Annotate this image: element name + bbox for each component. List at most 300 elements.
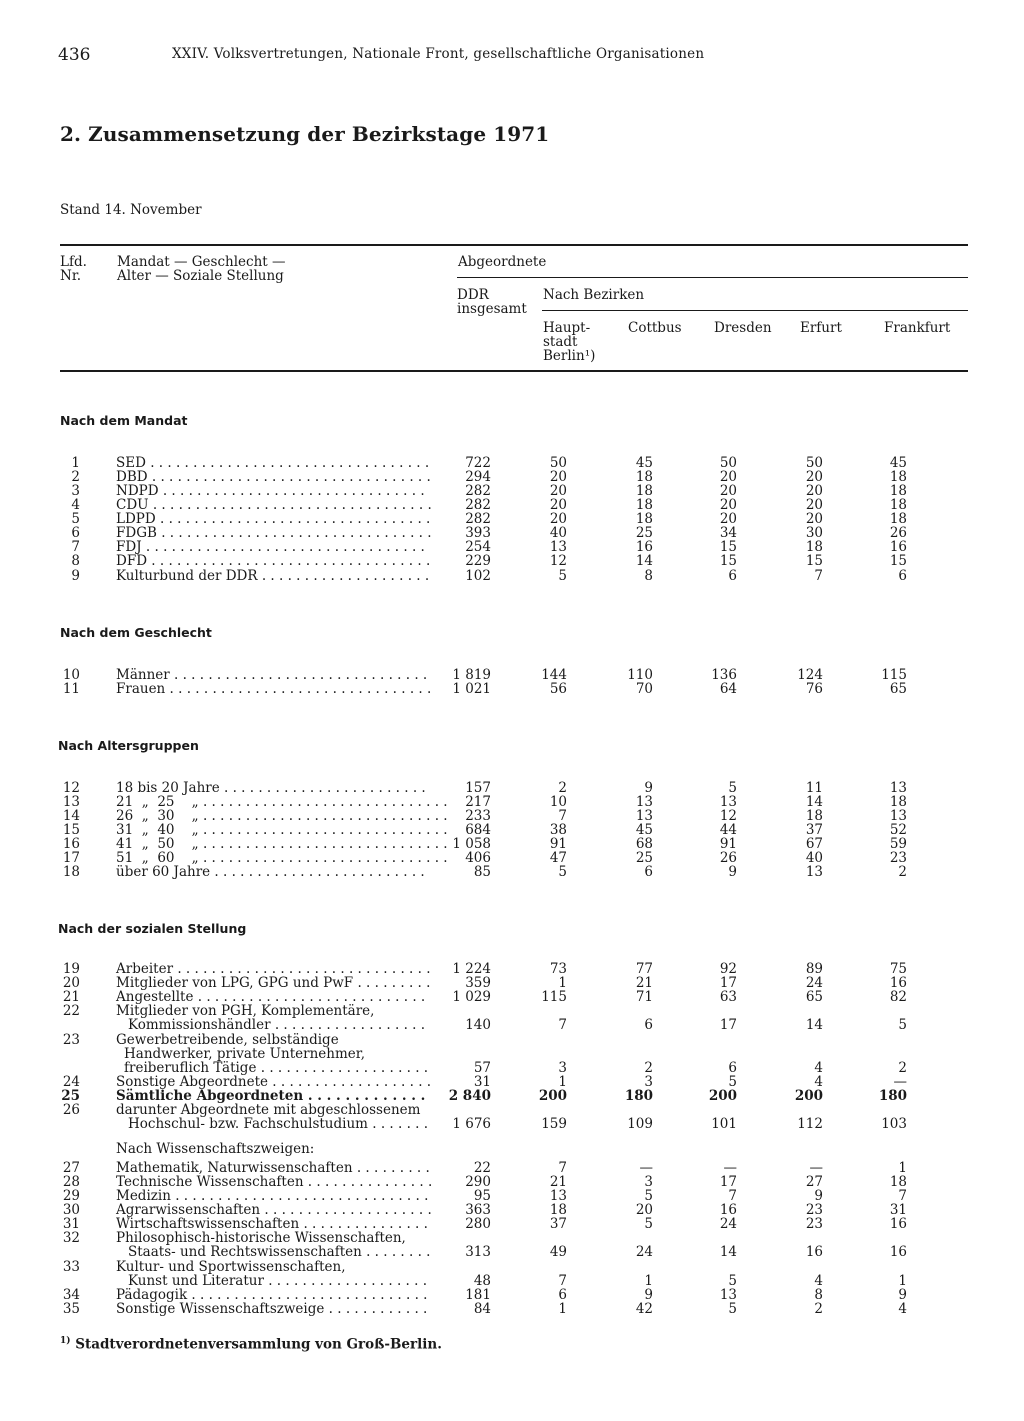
cell-value: 7 [558,1273,567,1289]
row-label [116,962,431,976]
row-label-text: CDU [116,497,149,513]
leader-dots: . . . . . . . . . . . . . . . . . . . . . . . . . . . . . . [169,667,428,683]
row-label [116,456,429,470]
cell-value: 1 029 [452,989,491,1005]
leader-dots: . . . . . . . . . [353,975,431,991]
cell-value: 38 [549,822,567,838]
cell-value: 229 [465,553,491,569]
cell-value: — [893,1074,907,1090]
row-label [116,470,431,484]
row-number: 29 [62,1188,80,1204]
cell-value: 23 [805,1216,823,1232]
cell-value: 52 [889,822,907,838]
cell-value: 17 [719,1174,737,1190]
row-label [128,1245,430,1259]
cell-value: 16 [889,539,907,555]
row-label-text: DBD [116,469,148,485]
cell-value: 2 [898,1060,907,1076]
running-header: XXIV. Volksvertretungen, Nationale Front, gesellschaftliche Organisationen [172,46,705,62]
cell-value: 8 [644,568,653,584]
cell-value: 57 [473,1060,491,1076]
cell-value: 109 [627,1116,653,1132]
cell-value: 14 [805,1017,823,1033]
cell-value: 6 [644,864,653,880]
cell-value: 124 [797,667,823,683]
row-label [116,1033,339,1047]
cell-value: 115 [881,667,907,683]
cell-value: 31 [473,1074,491,1090]
cell-value: 13 [719,1287,737,1303]
leader-dots: . . . . . . . . . . . . . . . . . . [270,1017,426,1033]
cell-value: 16 [889,1244,907,1260]
col-header-mandat-line1: Mandat — Geschlecht — [117,254,286,270]
leader-dots: . . . . . . . . . . . . . . . . . . . . [260,1202,432,1218]
cell-value: 1 [558,1074,567,1090]
cell-value: 44 [719,822,737,838]
cell-value: 406 [465,850,491,866]
leader-dots: . . . . . . . . . . . . . . . . . . . . . . . . . . . . . [198,850,448,866]
cell-value: 23 [805,1202,823,1218]
leader-dots: . . . . . . . . [361,1244,431,1260]
leader-dots: . . . . . . . . . . . . . . . . . . . [268,1074,432,1090]
row-label [124,1047,365,1061]
cell-value: 56 [549,681,567,697]
cell-value: 18 [635,483,653,499]
cell-value: 67 [805,836,823,852]
cell-value: 50 [549,455,567,471]
cell-value: 26 [719,850,737,866]
cell-value: 13 [805,864,823,880]
col-header-ddr-line2: insgesamt [457,301,527,317]
cell-value: 7 [558,808,567,824]
cell-value: 20 [805,497,823,513]
cell-value: 11 [805,780,823,796]
cell-value: 13 [719,794,737,810]
row-number: 33 [62,1259,80,1275]
cell-value: 5 [558,568,567,584]
cell-value: 6 [728,1060,737,1076]
row-label [116,1075,431,1089]
cell-value: 20 [805,511,823,527]
cell-value: 6 [728,568,737,584]
footnote-mark: 1) [60,1336,71,1346]
cell-value: 282 [465,497,491,513]
cell-value: 7 [558,1017,567,1033]
row-label [116,1260,346,1274]
cell-value: 17 [719,975,737,991]
cell-value: 18 [889,469,907,485]
cell-value: 363 [465,1202,491,1218]
row-label-text: 18 bis 20 Jahre [116,780,220,796]
cell-value: 20 [549,511,567,527]
cell-value: 290 [465,1174,491,1190]
row-number: 25 [61,1088,80,1104]
cell-value: 5 [558,864,567,880]
cell-value: 13 [549,539,567,555]
row-label [116,1203,432,1217]
row-number: 26 [62,1102,80,1118]
cell-value: 1 [898,1273,907,1289]
cell-value: 2 840 [448,1088,491,1104]
cell-value: 2 [814,1301,823,1317]
row-number: 4 [71,497,80,513]
leader-dots: . . . . . . . . . . . . [324,1301,428,1317]
row-label-text: Frauen [116,681,166,697]
row-label [116,809,448,823]
row-label [116,1103,420,1117]
leader-dots: . . . . . . . . . . . . . . . . . . . [263,1273,427,1289]
cell-value: 5 [728,1074,737,1090]
cell-value: 16 [889,1216,907,1232]
row-label-text: LDPD [116,511,156,527]
cell-value: 3 [644,1174,653,1190]
cell-value: 115 [541,989,567,1005]
cell-value: 144 [541,667,567,683]
cell-value: 49 [549,1244,567,1260]
cell-value: 18 [635,511,653,527]
col-header-ddr [457,288,527,316]
cell-value: 34 [719,525,737,541]
col-header-berlin-line2: stadt [543,334,578,350]
cell-value: 20 [805,469,823,485]
cell-value: 180 [624,1088,653,1104]
row-number: 16 [62,836,80,852]
cell-value: 25 [635,850,653,866]
cell-value: 282 [465,511,491,527]
col-header-lfd: Lfd. [60,254,87,270]
cell-value: 9 [644,780,653,796]
row-number: 35 [62,1301,80,1317]
page-title: 2. Zusammensetzung der Bezirkstage 1971 [60,122,550,146]
cell-value: 77 [635,961,653,977]
cell-value: 393 [465,525,491,541]
row-label-text: Wirtschaftswissenschaften [116,1216,300,1232]
row-number: 8 [71,553,80,569]
row-number: 13 [62,794,80,810]
cell-value: 1 021 [452,681,491,697]
cell-value: 48 [473,1273,491,1289]
cell-value: 50 [805,455,823,471]
row-number: 34 [62,1287,80,1303]
cell-value: 359 [465,975,491,991]
cell-value: 280 [465,1216,491,1232]
cell-value: 233 [465,808,491,824]
cell-value: 40 [805,850,823,866]
row-label [116,1161,430,1175]
cell-value: 3 [644,1074,653,1090]
cell-value: 4 [814,1074,823,1090]
leader-dots: . . . . . . . . . . . . . . . . . . . . . . . . . . . . . [198,836,448,852]
cell-value: 1 [644,1273,653,1289]
row-number: 20 [62,975,80,991]
cell-value: 1 819 [452,667,491,683]
cell-value: 4 [814,1273,823,1289]
row-label [116,976,430,990]
cell-value: 6 [644,1017,653,1033]
cell-value: 85 [473,864,491,880]
cell-value: 20 [719,511,737,527]
row-number: 32 [62,1230,80,1246]
cell-value: 18 [549,1202,567,1218]
row-label-text: Männer [116,667,170,683]
row-label [128,1274,427,1288]
row-label-text: Handwerker, private Unternehmer, [124,1046,366,1062]
cell-value: 92 [719,961,737,977]
cell-value: 17 [719,1017,737,1033]
cell-value: 16 [889,975,907,991]
cell-value: 254 [465,539,491,555]
cell-value: 42 [635,1301,653,1317]
row-label [116,540,425,554]
cell-value: — [639,1160,653,1176]
cell-value: 31 [889,1202,907,1218]
cell-value: 1 676 [452,1116,491,1132]
cell-value: 21 [549,1174,567,1190]
cell-value: 45 [889,455,907,471]
row-label [116,823,448,837]
leader-dots: . . . . . . . . . [352,1160,430,1176]
row-label [124,1061,428,1075]
cell-value: 14 [635,553,653,569]
cell-value: 37 [805,822,823,838]
cell-value: 50 [719,455,737,471]
leader-dots: . . . . . . . . . . . . . . . . . . . . . . . . . . . . . . . . . [147,469,431,485]
cell-value: 5 [644,1216,653,1232]
row-label [116,990,425,1004]
cell-value: 294 [465,469,491,485]
cell-value: 68 [635,836,653,852]
row-label [116,484,425,498]
row-label-text: 51 „ 60 „ [116,850,199,866]
leader-dots: . . . . . . . . . . . . . . . . . . . . . . . . . . . . . . [170,1188,429,1204]
cell-value: 4 [898,1301,907,1317]
col-header-erfurt: Erfurt [800,320,842,336]
cell-value: 89 [805,961,823,977]
row-number: 17 [62,850,80,866]
row-label-text: Mathematik, Naturwissenschaften [116,1160,353,1176]
row-label-text: Medizin [116,1188,171,1204]
cell-value: 40 [549,525,567,541]
row-number: 1 [71,455,80,471]
cell-value: 15 [889,553,907,569]
cell-value: 5 [644,1188,653,1204]
cell-value: 110 [627,667,653,683]
cell-value: 18 [635,497,653,513]
cell-value: 3 [558,1060,567,1076]
row-number: 28 [62,1174,80,1190]
cell-value: — [723,1160,737,1176]
row-number: 21 [62,989,80,1005]
cell-value: 45 [635,455,653,471]
row-label-text: Hochschul- bzw. Fachschulstudium [128,1116,368,1132]
cell-value: 1 [558,975,567,991]
row-label [116,781,426,795]
cell-value: 12 [719,808,737,824]
row-number: 18 [62,864,80,880]
leader-dots: . . . . . . . . . . . . . . . . . . . . . . . . . . . . . . [173,961,431,977]
cell-value: 25 [635,525,653,541]
col-header-lfd-nr [60,255,87,283]
abgeordnete-rule [457,277,968,278]
cell-value: 95 [473,1188,491,1204]
row-label-text: 41 „ 50 „ [116,836,199,852]
row-label [116,498,432,512]
leader-dots: . . . . . . . . . . . . . . . [303,1174,433,1190]
row-number: 27 [62,1160,80,1176]
row-label-text: Philosophisch-historische Wissenschaften, [116,1230,406,1246]
cell-value: 14 [719,1244,737,1260]
leader-dots: . . . . . . . . . . . . . . . . . . . . [257,568,430,584]
row-label-text: Kulturbund der DDR [116,568,258,584]
row-label [116,1288,427,1302]
row-number: 2 [71,469,80,485]
row-label-text: 26 „ 30 „ [116,808,199,824]
cell-value: 63 [719,989,737,1005]
row-label-text: Sonstige Abgeordnete [116,1074,269,1090]
cell-value: 13 [635,794,653,810]
cell-value: 313 [465,1244,491,1260]
row-number: 9 [71,568,80,584]
leader-dots: . . . . . . . . . . . . . . . . . . . . . . . . . . . . . [198,822,448,838]
table-header-bottom-rule [60,370,968,372]
row-label [116,1189,428,1203]
cell-value: 6 [558,1287,567,1303]
cell-value: 9 [728,864,737,880]
cell-value: 181 [465,1287,491,1303]
cell-value: 180 [878,1088,907,1104]
cell-value: 20 [805,483,823,499]
row-label-text: DFD [116,553,148,569]
cell-value: 23 [889,850,907,866]
cell-value: 18 [889,794,907,810]
cell-value: 16 [805,1244,823,1260]
leader-dots: . . . . . . . . . . . . . . . . . . . . . . . . . . . . . . . [158,483,425,499]
row-number: 31 [62,1216,80,1232]
cell-value: 91 [549,836,567,852]
row-label-text: Sonstige Wissenschaftszweige [116,1301,325,1317]
cell-value: 13 [889,808,907,824]
cell-value: 12 [549,553,567,569]
col-header-berlin-line3: Berlin¹) [543,348,596,364]
leader-dots: . . . . . . . . . . . . . . . . . . . . . . . . . . . [193,989,426,1005]
leader-dots: . . . . . . . . . . . . . . . . . . . . . . . . . . . . . [198,794,448,810]
cell-value: 102 [465,568,491,584]
row-label-text: Gewerbetreibende, selbständige [116,1032,339,1048]
row-number: 3 [71,483,80,499]
cell-value: 71 [635,989,653,1005]
col-header-mandat [117,255,286,283]
footnote [60,1336,442,1353]
cell-value: 20 [719,469,737,485]
cell-value: 8 [814,1287,823,1303]
leader-dots: . . . . . . . . . . . . . . . [299,1216,428,1232]
cell-value: 217 [465,794,491,810]
row-label [116,795,448,809]
cell-value: 9 [644,1287,653,1303]
cell-value: 112 [797,1116,823,1132]
cell-value: 10 [549,794,567,810]
cell-value: 18 [805,808,823,824]
row-label-text: Agrarwissenschaften [116,1202,261,1218]
cell-value: 5 [728,780,737,796]
cell-value: 15 [719,553,737,569]
cell-value: 24 [719,1216,737,1232]
cell-value: 20 [549,483,567,499]
cell-value: 70 [635,681,653,697]
cell-value: 7 [558,1160,567,1176]
row-number: 14 [62,808,80,824]
cell-value: 84 [473,1301,491,1317]
row-label-text: Technische Wissenschaften [116,1174,304,1190]
leader-dots: . . . . . . . . . . . . . . . . . . . . . . . . . . . . . [198,808,448,824]
cell-value: 18 [889,483,907,499]
row-label [116,851,448,865]
row-label [116,865,425,879]
row-label-text: SED [116,455,146,471]
row-label [116,1231,406,1245]
cell-value: 2 [558,780,567,796]
cell-value: 7 [898,1188,907,1204]
cell-value: 200 [538,1088,567,1104]
leader-dots: . . . . . . . . . . . . . . . . . . . . . . . . [219,780,426,796]
row-label-text: FDJ [116,539,142,555]
cell-value: 65 [805,989,823,1005]
section-heading-wissenschaft: Nach Wissenschaftszweigen: [116,1141,315,1157]
cell-value: 136 [711,667,737,683]
cell-value: 18 [889,497,907,513]
page-number: 436 [58,45,91,65]
row-label-text: Pädagogik [116,1287,188,1303]
row-label-text: NDPD [116,483,159,499]
cell-value: 47 [549,850,567,866]
row-label [116,682,431,696]
row-label-text: 21 „ 25 „ [116,794,199,810]
cell-value: 5 [728,1273,737,1289]
row-label-text: über 60 Jahre [116,864,211,880]
col-header-dresden: Dresden [714,320,772,336]
row-label-text: Sämtliche Abgeordneten [116,1088,304,1104]
cell-value: 1 058 [452,836,491,852]
cell-value: 159 [541,1116,567,1132]
section-heading-sozial: Nach der sozialen Stellung [58,921,247,936]
row-label-text: freiberuflich Tätige [124,1060,257,1076]
row-label [128,1018,425,1032]
cell-value: 13 [549,1188,567,1204]
table-top-rule [60,244,968,246]
leader-dots: . . . . . . . . . . . . . . . . . . . . . . . . . . . . . . . . [155,511,431,527]
leader-dots: . . . . . . . . . . . . . . . . . . . . . . . . . . . . . . . . . [141,539,425,555]
leader-dots: . . . . . . . [367,1116,429,1132]
leader-dots: . . . . . . . . . . . . . . . . . . . . . . . . . . . . . . . . . [145,455,430,471]
row-number: 30 [62,1202,80,1218]
row-label [116,1175,432,1189]
cell-value: 37 [549,1216,567,1232]
section-heading-geschlecht: Nach dem Geschlecht [60,625,212,640]
cell-value: 13 [889,780,907,796]
cell-value: 45 [635,822,653,838]
cell-value: 64 [719,681,737,697]
row-label [116,569,429,583]
cell-value: 15 [805,553,823,569]
cell-value: 16 [719,1202,737,1218]
cell-value: 15 [719,539,737,555]
cell-value: 200 [794,1088,823,1104]
row-label-text: Kultur- und Sportwissenschaften, [116,1259,346,1275]
row-label-text: Kunst und Literatur [128,1273,264,1289]
row-number: 23 [62,1032,80,1048]
row-label-text: Arbeiter [116,961,174,977]
cell-value: 73 [549,961,567,977]
